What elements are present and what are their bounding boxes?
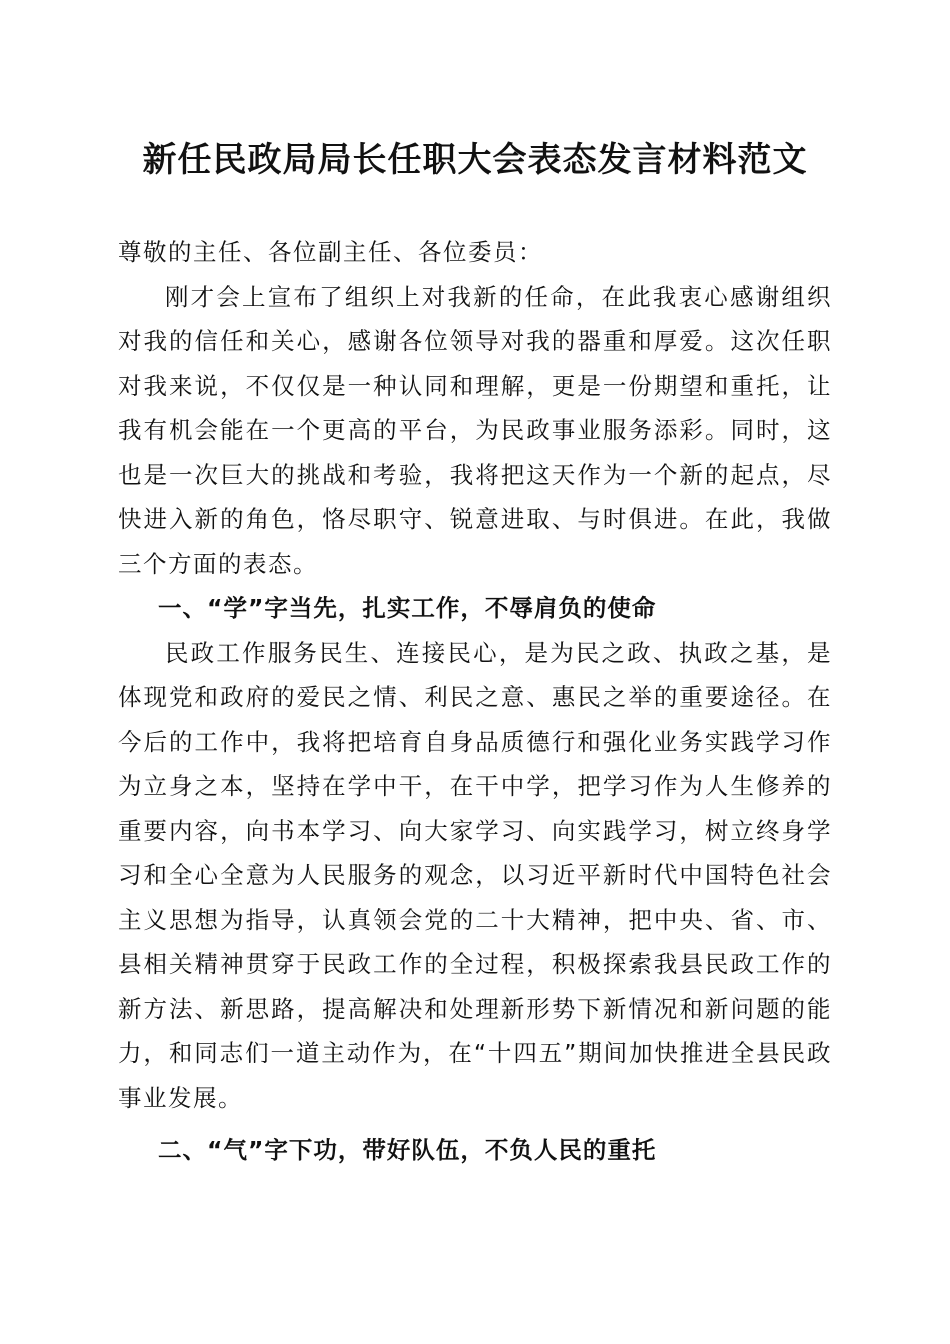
section-heading-1: 一、“学”字当先，扎实工作，不辱肩负的使命: [158, 594, 657, 622]
paragraph-section-1: 民政工作服务民生、连接民心，是为民之政、执政之基，是体现党和政府的爱民之情、利民之意、惠民之举的重要途径。在今后的工作中，我将把培育自身品质德行和强化业务实践学习作为立身之本，坚持在学中干，在干中学，把学习作为人生修养的重要内容，向书本学习、向大家学习、向实践学习，树立终身学习和全心全意为人民服务的观念，以习近平新时代中国特色社会主义思想为指导，认真领会党的二十大精神，把中央、省、市、县相关精神贯穿于民政工作的全过程，积极探索我县民政工作的新方法、新思路，提高解决和处理新形势下新情况和新问题的能力，和同志们一道主动作为，在“十四五”期间加快推进全县民政事业发展。: [118, 638, 832, 1112]
salutation: 尊敬的主任、各位副主任、各位委员：: [118, 238, 543, 266]
document-body: [118, 230, 832, 1173]
document-title: 新任民政局局长任职大会表态发言材料范文: [142, 140, 808, 180]
paragraph-opening: 刚才会上宣布了组织上对我新的任命，在此我衷心感谢组织对我的信任和关心，感谢各位领导对我的器重和厚爱。这次任职对我来说，不仅仅是一种认同和理解，更是一份期望和重托，让我有机会能在一个更高的平台，为民政事业服务添彩。同时，这也是一次巨大的挑战和考验，我将把这天作为一个新的起点，尽快进入新的角色，恪尽职守、锐意进取、与时俱进。在此，我做三个方面的表态。: [118, 282, 832, 578]
section-heading-2: 二、“气”字下功，带好队伍，不负人民的重托: [158, 1136, 657, 1164]
